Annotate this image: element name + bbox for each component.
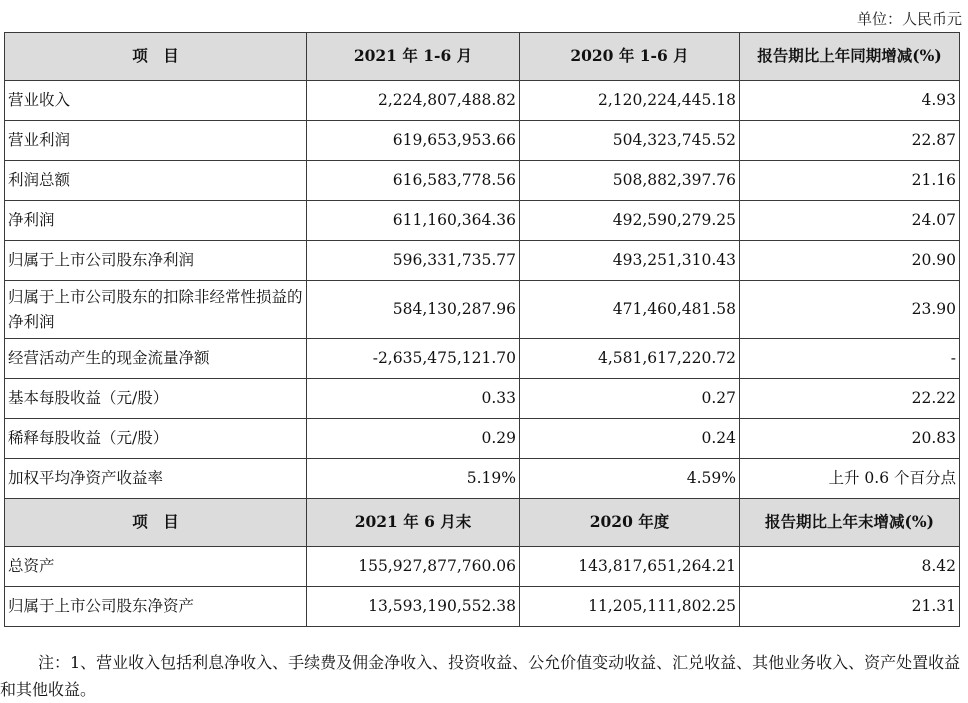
value-2021: 616,583,778.56 [307,161,520,201]
table-row [5,241,960,281]
value-2020: 0.24 [520,419,740,459]
row-label: 经营活动产生的现金流量净额 [5,339,307,379]
row-label: 净利润 [5,201,307,241]
header-2021-h1: 2021 年 1-6 月 [307,33,520,81]
table-row [5,121,960,161]
table-row [5,419,960,459]
row-label: 总资产 [5,547,307,587]
value-2020: 2,120,224,445.18 [520,81,740,121]
row-label: 利润总额 [5,161,307,201]
value-2021: 0.33 [307,379,520,419]
table-row [5,161,960,201]
value-2020: 471,460,481.58 [520,281,740,339]
value-2020: 493,251,310.43 [520,241,740,281]
header-2021-jun-end: 2021 年 6 月末 [307,499,520,547]
value-2021: 13,593,190,552.38 [307,587,520,627]
value-change: 24.07 [740,201,960,241]
header-2020-year: 2020 年度 [520,499,740,547]
value-2020: 4.59% [520,459,740,499]
value-change: 22.87 [740,121,960,161]
table-row [5,201,960,241]
unit-label: 单位：人民币元 [856,10,962,28]
row-label: 营业收入 [5,81,307,121]
value-2020: 4,581,617,220.72 [520,339,740,379]
header-2020-h1: 2020 年 1-6 月 [520,33,740,81]
value-2020: 508,882,397.76 [520,161,740,201]
value-2021: 611,160,364.36 [307,201,520,241]
row-label: 归属于上市公司股东净资产 [5,587,307,627]
value-change: 20.83 [740,419,960,459]
table-row [5,281,960,339]
value-change: 20.90 [740,241,960,281]
value-2020: 11,205,111,802.25 [520,587,740,627]
value-2021: 5.19% [307,459,520,499]
value-change: 21.31 [740,587,960,627]
value-2021: 619,653,953.66 [307,121,520,161]
value-2021: -2,635,475,121.70 [307,339,520,379]
value-2021: 2,224,807,488.82 [307,81,520,121]
footnote: 注：1、营业收入包括利息净收入、手续费及佣金净收入、投资收益、公允价值变动收益、汇兑收益、其他业务收入、资产处置收益和其他收益。 [0,653,961,699]
header-yoy-change: 报告期比上年同期增减(%) [740,33,960,81]
header-item: 项 目 [5,33,307,81]
row-label: 加权平均净资产收益率 [5,459,307,499]
value-2020: 492,590,279.25 [520,201,740,241]
row-label: 基本每股收益（元/股） [5,379,307,419]
table-row [5,81,960,121]
value-2021: 584,130,287.96 [307,281,520,339]
value-2020: 0.27 [520,379,740,419]
table-row [5,339,960,379]
value-change: 21.16 [740,161,960,201]
table-row [5,587,960,627]
table-header-row [5,499,960,547]
value-2020: 143,817,651,264.21 [520,547,740,587]
table-row [5,379,960,419]
financial-summary-table [4,32,960,627]
header-item: 项 目 [5,499,307,547]
value-change: 上升 0.6 个百分点 [740,459,960,499]
header-ytd-change: 报告期比上年末增减(%) [740,499,960,547]
table-row [5,547,960,587]
row-label: 稀释每股收益（元/股） [5,419,307,459]
value-change: 8.42 [740,547,960,587]
table-header-row [5,33,960,81]
value-change: - [740,339,960,379]
value-2021: 155,927,877,760.06 [307,547,520,587]
value-2020: 504,323,745.52 [520,121,740,161]
value-change: 22.22 [740,379,960,419]
row-label: 营业利润 [5,121,307,161]
value-2021: 0.29 [307,419,520,459]
value-change: 23.90 [740,281,960,339]
value-change: 4.93 [740,81,960,121]
value-2021: 596,331,735.77 [307,241,520,281]
row-label: 归属于上市公司股东净利润 [5,241,307,281]
row-label: 归属于上市公司股东的扣除非经常性损益的净利润 [5,281,307,339]
table-row [5,459,960,499]
